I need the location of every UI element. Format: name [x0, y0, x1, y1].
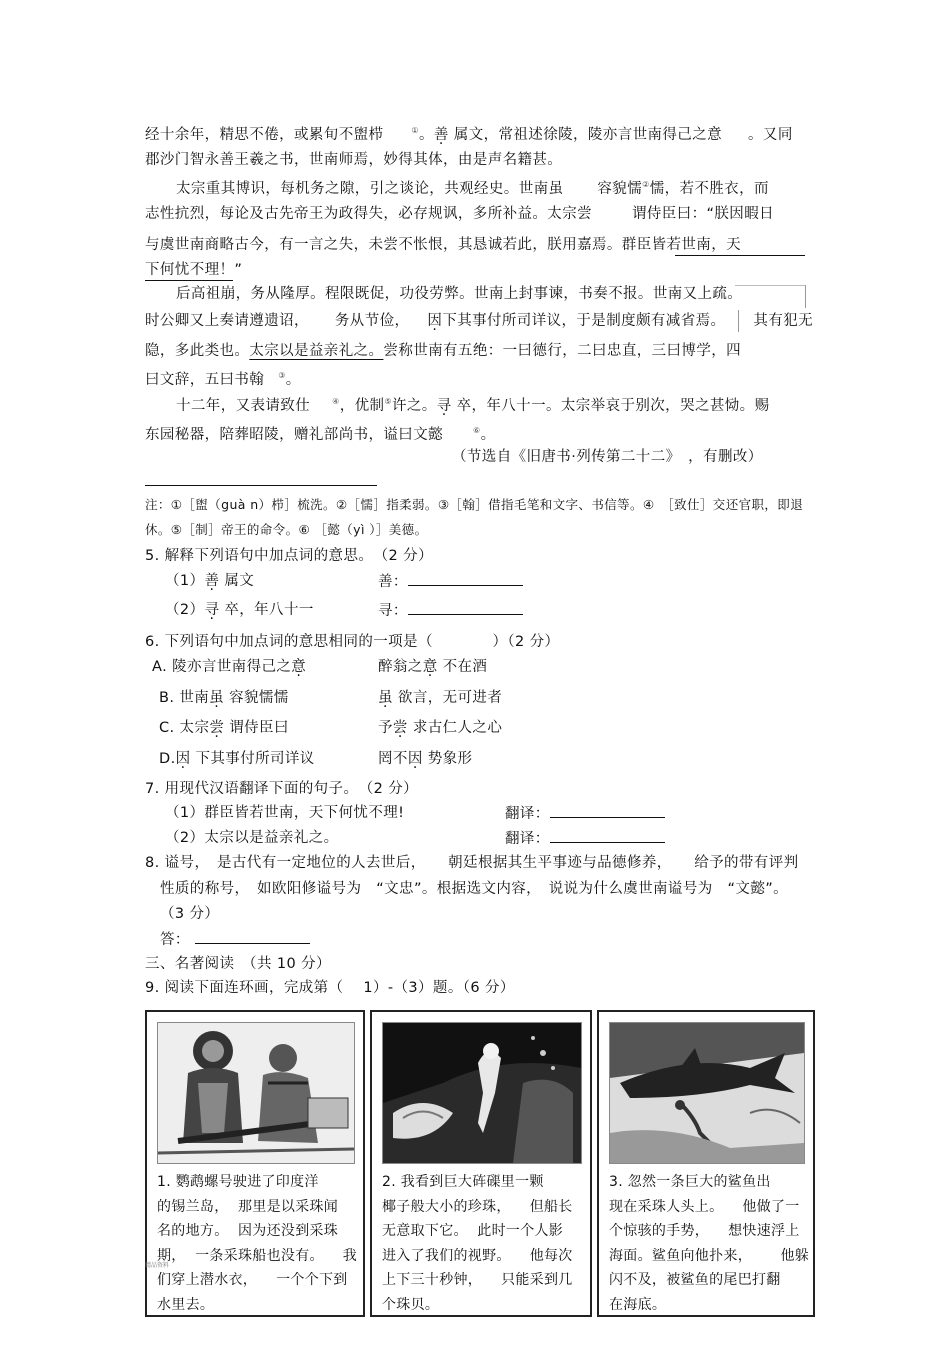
q6-option-a[interactable]: A. 陵亦言世南得己之意	[152, 659, 307, 675]
dotted-word: 善	[433, 126, 449, 143]
answer-blank	[550, 803, 665, 818]
dotted-word: 因	[427, 313, 443, 329]
passage-line-5: 与虞世南商略古今，有一言之失，未尝不怅恨，其恳诚若此，朕用嘉焉。群臣皆若世南，天	[145, 237, 742, 253]
passage-line-6: 下何忧不理！”	[145, 262, 243, 278]
panel-caption: 1. 鹦鹉螺号驶进了印度洋 的锡兰岛， 那里是以采珠闻 名的地方。 因为还没到采珠 期， 一条采珠船也没有。 我 们穿上潜水衣， 一个个下到 水里去。	[157, 1174, 358, 1313]
passage-line-10: 曰文辞，五曰书翰 ③。	[145, 371, 301, 388]
q6-option-d[interactable]: D.因 下其事付所司详议	[159, 751, 315, 767]
comic-panel-2	[370, 1010, 592, 1317]
q8-line-2: 性质的称号， 如欧阳修谥号为 “文忠”。根据选文内容， 说说为什么虞世南谥号为 “文懿”。	[160, 881, 789, 897]
note-line-1: 注：①［盥（guà n）栉］梳洗。②［懦］指柔弱。③［翰］借指毛笔和文字、书信等。④ ［致仕］交还官职，即退	[145, 497, 804, 512]
q6-option-b-right: 虽 欲言，无可进者	[378, 690, 503, 706]
underline-rule	[675, 255, 805, 256]
passage-line-8: 时公卿又上奏请遵遗诏， 务从节俭， 因下其事付所司详议，于是制度颇有减省焉。 其有犯无	[145, 313, 814, 329]
comic-panel-3	[597, 1010, 815, 1317]
q7-item-2: （2）太宗以是益亲礼之。	[165, 830, 339, 846]
q7-stem: 7. 用现代汉语翻译下面的句子。 （2 分）	[145, 781, 419, 797]
box-rule	[735, 285, 805, 286]
panel-caption: 3. 忽然一条巨大的鲨鱼出 现在采珠人头上。 他做了一 个惊骇的手势， 想快速浮上 海面。鲨鱼向他扑来， 他躲 闪不及，被鲨鱼的尾巴打翻 在海底。	[609, 1174, 810, 1313]
answer-blank	[408, 571, 523, 586]
section-title: 三、名著阅读 （共 10 分）	[145, 956, 331, 972]
notes-divider	[145, 485, 377, 486]
q8-line-1: 8. 谥号， 是古代有一定地位的人去世后， 朝廷根据其生平事迹与品德修养， 给予的带有评判	[145, 855, 799, 871]
q7-item-1: （1）群臣皆若世南，天下何忧不理!	[165, 805, 405, 821]
passage-line-1: 经十余年，精思不倦，或累旬不盥栉 ①。善 属文，常祖述徐陵，陵亦言世南得己之意 。又同	[145, 126, 793, 143]
q8-line-3: （3 分）	[160, 906, 220, 922]
q6-option-b[interactable]: B. 世南虽 容貌懦懦	[159, 690, 289, 706]
q5-item-1: （1）善 属文	[165, 573, 255, 589]
q7-item-1-answer[interactable]: 翻译：	[505, 803, 665, 824]
q5-stem: 5. 解释下列语句中加点词的意思。 （2 分）	[145, 548, 433, 564]
comic-panel-1	[145, 1010, 365, 1317]
q6-option-c-right: 予尝 求古仁人之心	[378, 720, 503, 736]
comic-illustration-shark	[609, 1022, 805, 1164]
passage-source: （节选自《旧唐书·列传第二十二》 ，有删改）	[452, 449, 763, 465]
underlined-sentence: 太宗以是益亲礼之。	[249, 343, 384, 359]
box-rule	[738, 310, 739, 332]
q5-item-1-answer[interactable]: 善：	[378, 571, 523, 592]
passage-line-7: 后高祖崩，务从隆厚。程限既促，功役劳弊。世南上封事谏，书奏不报。世南又上疏。	[176, 286, 743, 302]
underline-rule	[145, 280, 233, 281]
answer-blank	[408, 600, 523, 615]
watermark-text: 精品资料	[145, 1262, 170, 1269]
passage-line-11: 十二年，又表请致仕 ④，优制⑤许之。寻 卒，年八十一。太宗举哀于别次，哭之甚恸。赐	[176, 397, 770, 414]
q7-item-2-answer[interactable]: 翻译：	[505, 828, 665, 849]
q5-item-2: （2）寻 卒，年八十一	[165, 602, 314, 618]
box-rule	[805, 285, 806, 308]
passage-line-12: 东园秘器，陪葬昭陵，赠礼部尚书，谥曰文懿 ⑥。	[145, 426, 496, 443]
comic-illustration-divers	[157, 1022, 355, 1164]
answer-blank	[195, 929, 310, 944]
q5-item-2-answer[interactable]: 寻：	[378, 600, 523, 621]
passage-line-4: 志性抗烈，每论及古先帝王为政得失，必存规讽，多所补益。太宗尝 谓侍臣曰：“朕因暇日	[145, 206, 775, 222]
q8-answer[interactable]: 答：	[160, 929, 310, 950]
q6-option-d-right: 罔不因 势象形	[378, 751, 473, 767]
footnote-mark-1: ①	[411, 126, 419, 135]
panel-caption: 2. 我看到巨大砗磲里一颗 椰子般大小的珍珠， 但船长 无意取下它。 此时一个人影 进入了我们的视野。 他每次 上下三十秒钟， 只能采到几 个珠贝。	[382, 1174, 573, 1313]
q6-option-a-right: 醉翁之意 不在酒	[378, 659, 488, 675]
passage-line-3: 太宗重其博识，每机务之隙，引之谈论，共观经史。世南虽 容貌懦②懦，若不胜衣，而	[176, 180, 769, 197]
q6-stem: 6. 下列语句中加点词的意思相同的一项是（ ）（2 分）	[145, 634, 560, 650]
q6-option-c[interactable]: C. 太宗尝 谓侍臣曰	[159, 720, 289, 736]
answer-blank	[550, 828, 665, 843]
q9-stem: 9. 阅读下面连环画，完成第（ 1）-（3）题。（6 分）	[145, 980, 515, 996]
comic-illustration-pearl	[382, 1022, 582, 1164]
note-line-2: 休。⑤［制］帝王的命令。⑥ ［懿（yì ）］美德。	[145, 522, 428, 537]
passage-line-9: 隐，多此类也。太宗以是益亲礼之。尝称世南有五绝：一曰德行，二曰忠直，三曰博学，四	[145, 343, 742, 359]
passage-line-2: 郡沙门智永善王羲之书，世南师焉，妙得其体，由是声名籍甚。	[145, 152, 563, 168]
dotted-word: 寻	[436, 397, 452, 414]
